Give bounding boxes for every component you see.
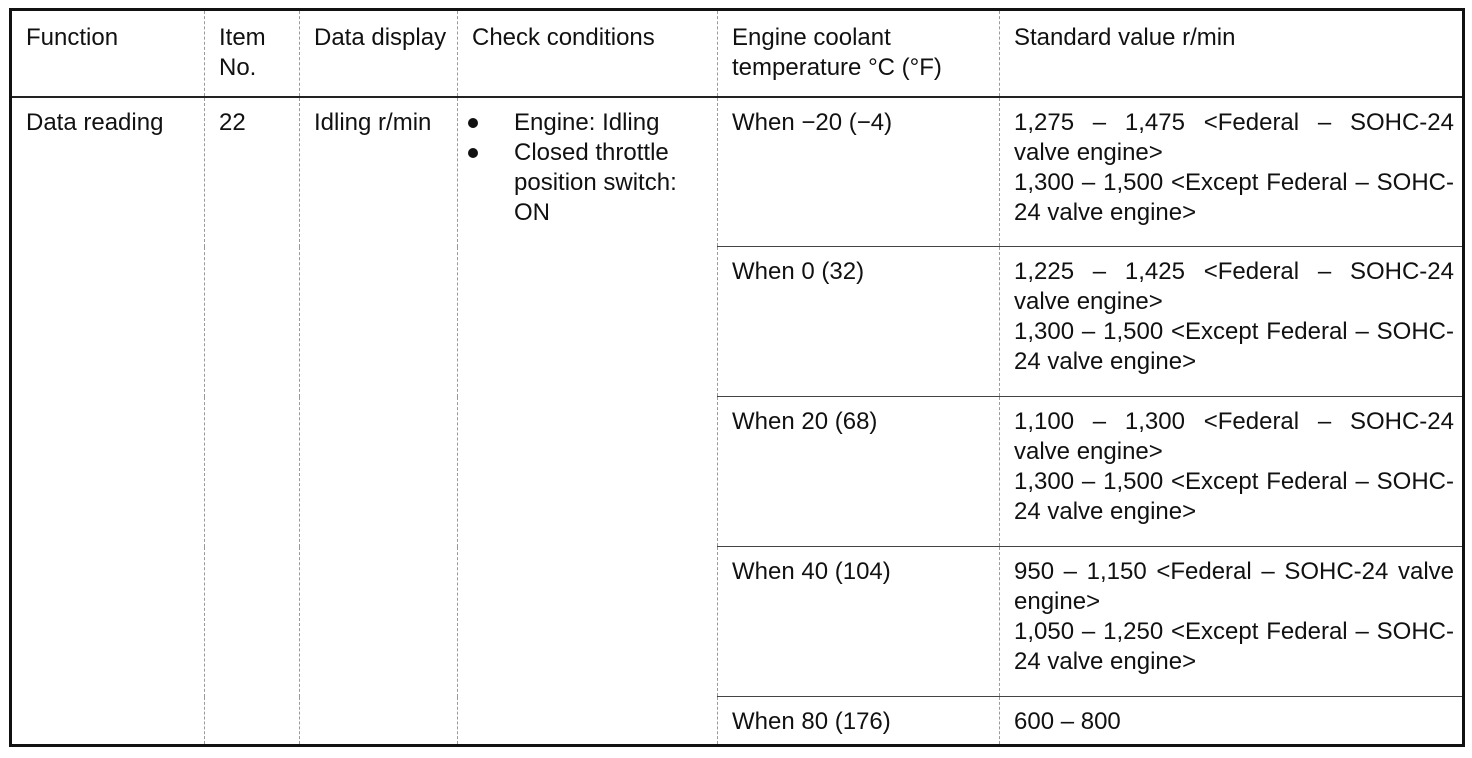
standard-value-cell: 1,225 – 1,425 <Federal – SOHC-24 valve engine> 1,300 – 1,500 <Except Federal – SOHC-24 valve engine>: [1000, 247, 1464, 397]
temp-cell: When 80 (176): [718, 697, 1000, 746]
header-standard-value: Standard value r/min: [1000, 10, 1464, 97]
standard-value-cell: 600 – 800: [1000, 697, 1464, 746]
condition-item: Closed throttle position switch: ON: [458, 138, 709, 228]
temp-cell: When −20 (−4): [718, 97, 1000, 247]
condition-item: Engine: Idling: [458, 108, 709, 138]
bullet-icon: [468, 118, 478, 128]
temp-cell: When 40 (104): [718, 547, 1000, 697]
standard-value-cell: 1,275 – 1,475 <Federal – SOHC-24 valve engine> 1,300 – 1,500 <Except Federal – SOHC-24 valve engine>: [1000, 97, 1464, 247]
conditions-list: [458, 108, 709, 228]
data-display-cell: Idling r/min: [300, 97, 458, 746]
temp-cell: When 20 (68): [718, 397, 1000, 547]
header-data-display: Data display: [300, 10, 458, 97]
temp-cell: When 0 (32): [718, 247, 1000, 397]
header-row: [11, 10, 1464, 97]
header-coolant-temp: Engine coolant temperature °C (°F): [718, 10, 1000, 97]
header-function: Function: [11, 10, 205, 97]
standard-value-cell: 950 – 1,150 <Federal – SOHC-24 valve engine> 1,050 – 1,250 <Except Federal – SOHC-24 valve engine>: [1000, 547, 1464, 697]
function-cell: Data reading: [11, 97, 205, 746]
standard-value-cell: 1,100 – 1,300 <Federal – SOHC-24 valve engine> 1,300 – 1,500 <Except Federal – SOHC-24 valve engine>: [1000, 397, 1464, 547]
check-conditions-cell: [458, 97, 718, 746]
header-item-no: Item No.: [205, 10, 300, 97]
item-no-cell: 22: [205, 97, 300, 746]
table-row: [11, 97, 1464, 247]
spec-table: [9, 8, 1465, 747]
bullet-icon: [468, 148, 478, 158]
header-check-conditions: Check conditions: [458, 10, 718, 97]
